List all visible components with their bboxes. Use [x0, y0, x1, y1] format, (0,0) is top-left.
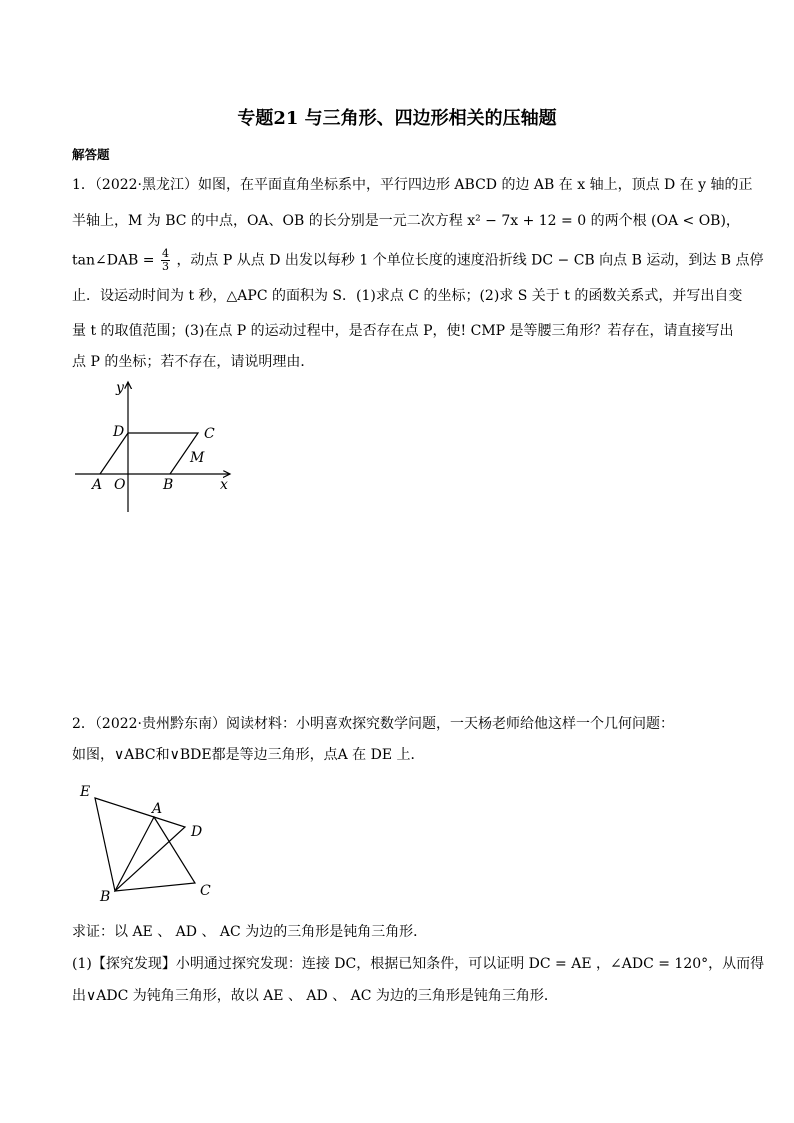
page-title: 专题21 与三角形、四边形相关的压轴题 — [237, 108, 557, 129]
label-e: E — [80, 784, 91, 800]
section-heading: 解答题 — [72, 147, 110, 162]
q1-line-1: 1．（2022·黑龙江）如图，在平面直角坐标系中，平行四边形 ABCD 的边 AB 在 x 轴上，顶点 D 在 y 轴的正 — [72, 177, 753, 193]
q2-line-3: 求证：以 AE 、 AD 、 AC 为边的三角形是钝角三角形． — [72, 924, 428, 940]
q2-line-2: 如图，∨ABC和∨BDE都是等边三角形，点A 在 DE 上． — [72, 747, 425, 763]
label-d: D — [113, 424, 125, 440]
q1-line-3-pre: tan∠DAB = — [72, 252, 155, 269]
label-c2: C — [200, 883, 211, 899]
q1-line-3-post: ，动点 P 从点 D 出发以每秒 1 个单位长度的速度沿折线 DC − CB 向点 B 运动，到达 B 点停 — [176, 252, 764, 269]
tan-fraction — [161, 248, 170, 273]
label-x: x — [220, 477, 228, 493]
q2-line-4: (1)【探究发现】小明通过探究发现：连接 DC，根据已知条件，可以证明 DC = AE ，∠ADC = 120°，从而得 — [72, 956, 765, 972]
parallelogram-figure — [60, 372, 250, 522]
fraction-denominator: 3 — [161, 260, 169, 273]
label-a2: A — [152, 801, 163, 817]
label-b2: B — [100, 889, 111, 905]
label-y: y — [116, 380, 124, 396]
q2-line-5: 出∨ADC 为钝角三角形，故以 AE 、 AD 、 AC 为边的三角形是钝角三角形． — [72, 988, 558, 1004]
fraction-numerator: 4 — [161, 247, 169, 260]
label-o: O — [114, 477, 126, 493]
q1-line-5: 量 t 的取值范围；(3)在点 P 的运动过程中，是否存在点 P，使! CMP 是等腰三角形？若存在，请直接写出 — [72, 323, 734, 339]
q1-line-4: 止．设运动时间为 t 秒，△APC 的面积为 S．(1)求点 C 的坐标；(2)求 S 关于 t 的函数关系式，并写出自变 — [72, 288, 743, 304]
label-b: B — [163, 477, 174, 493]
label-d2: D — [191, 824, 203, 840]
label-a: A — [92, 477, 103, 493]
q1-line-2: 半轴上，M 为 BC 的中点，OA、OB 的长分别是一元二次方程 x² − 7x + 12 = 0 的两个根 (OA < OB)， — [72, 213, 740, 229]
q2-line-1: 2．（2022·贵州黔东南）阅读材料：小明喜欢探究数学问题，一天杨老师给他这样一个几何问题： — [72, 716, 674, 732]
label-c: C — [204, 426, 215, 442]
label-m: M — [190, 450, 205, 466]
q1-line-3 — [72, 247, 764, 273]
triangles-figure — [70, 780, 230, 910]
q1-line-6: 点 P 的坐标；若不存在，请说明理由． — [72, 354, 315, 370]
